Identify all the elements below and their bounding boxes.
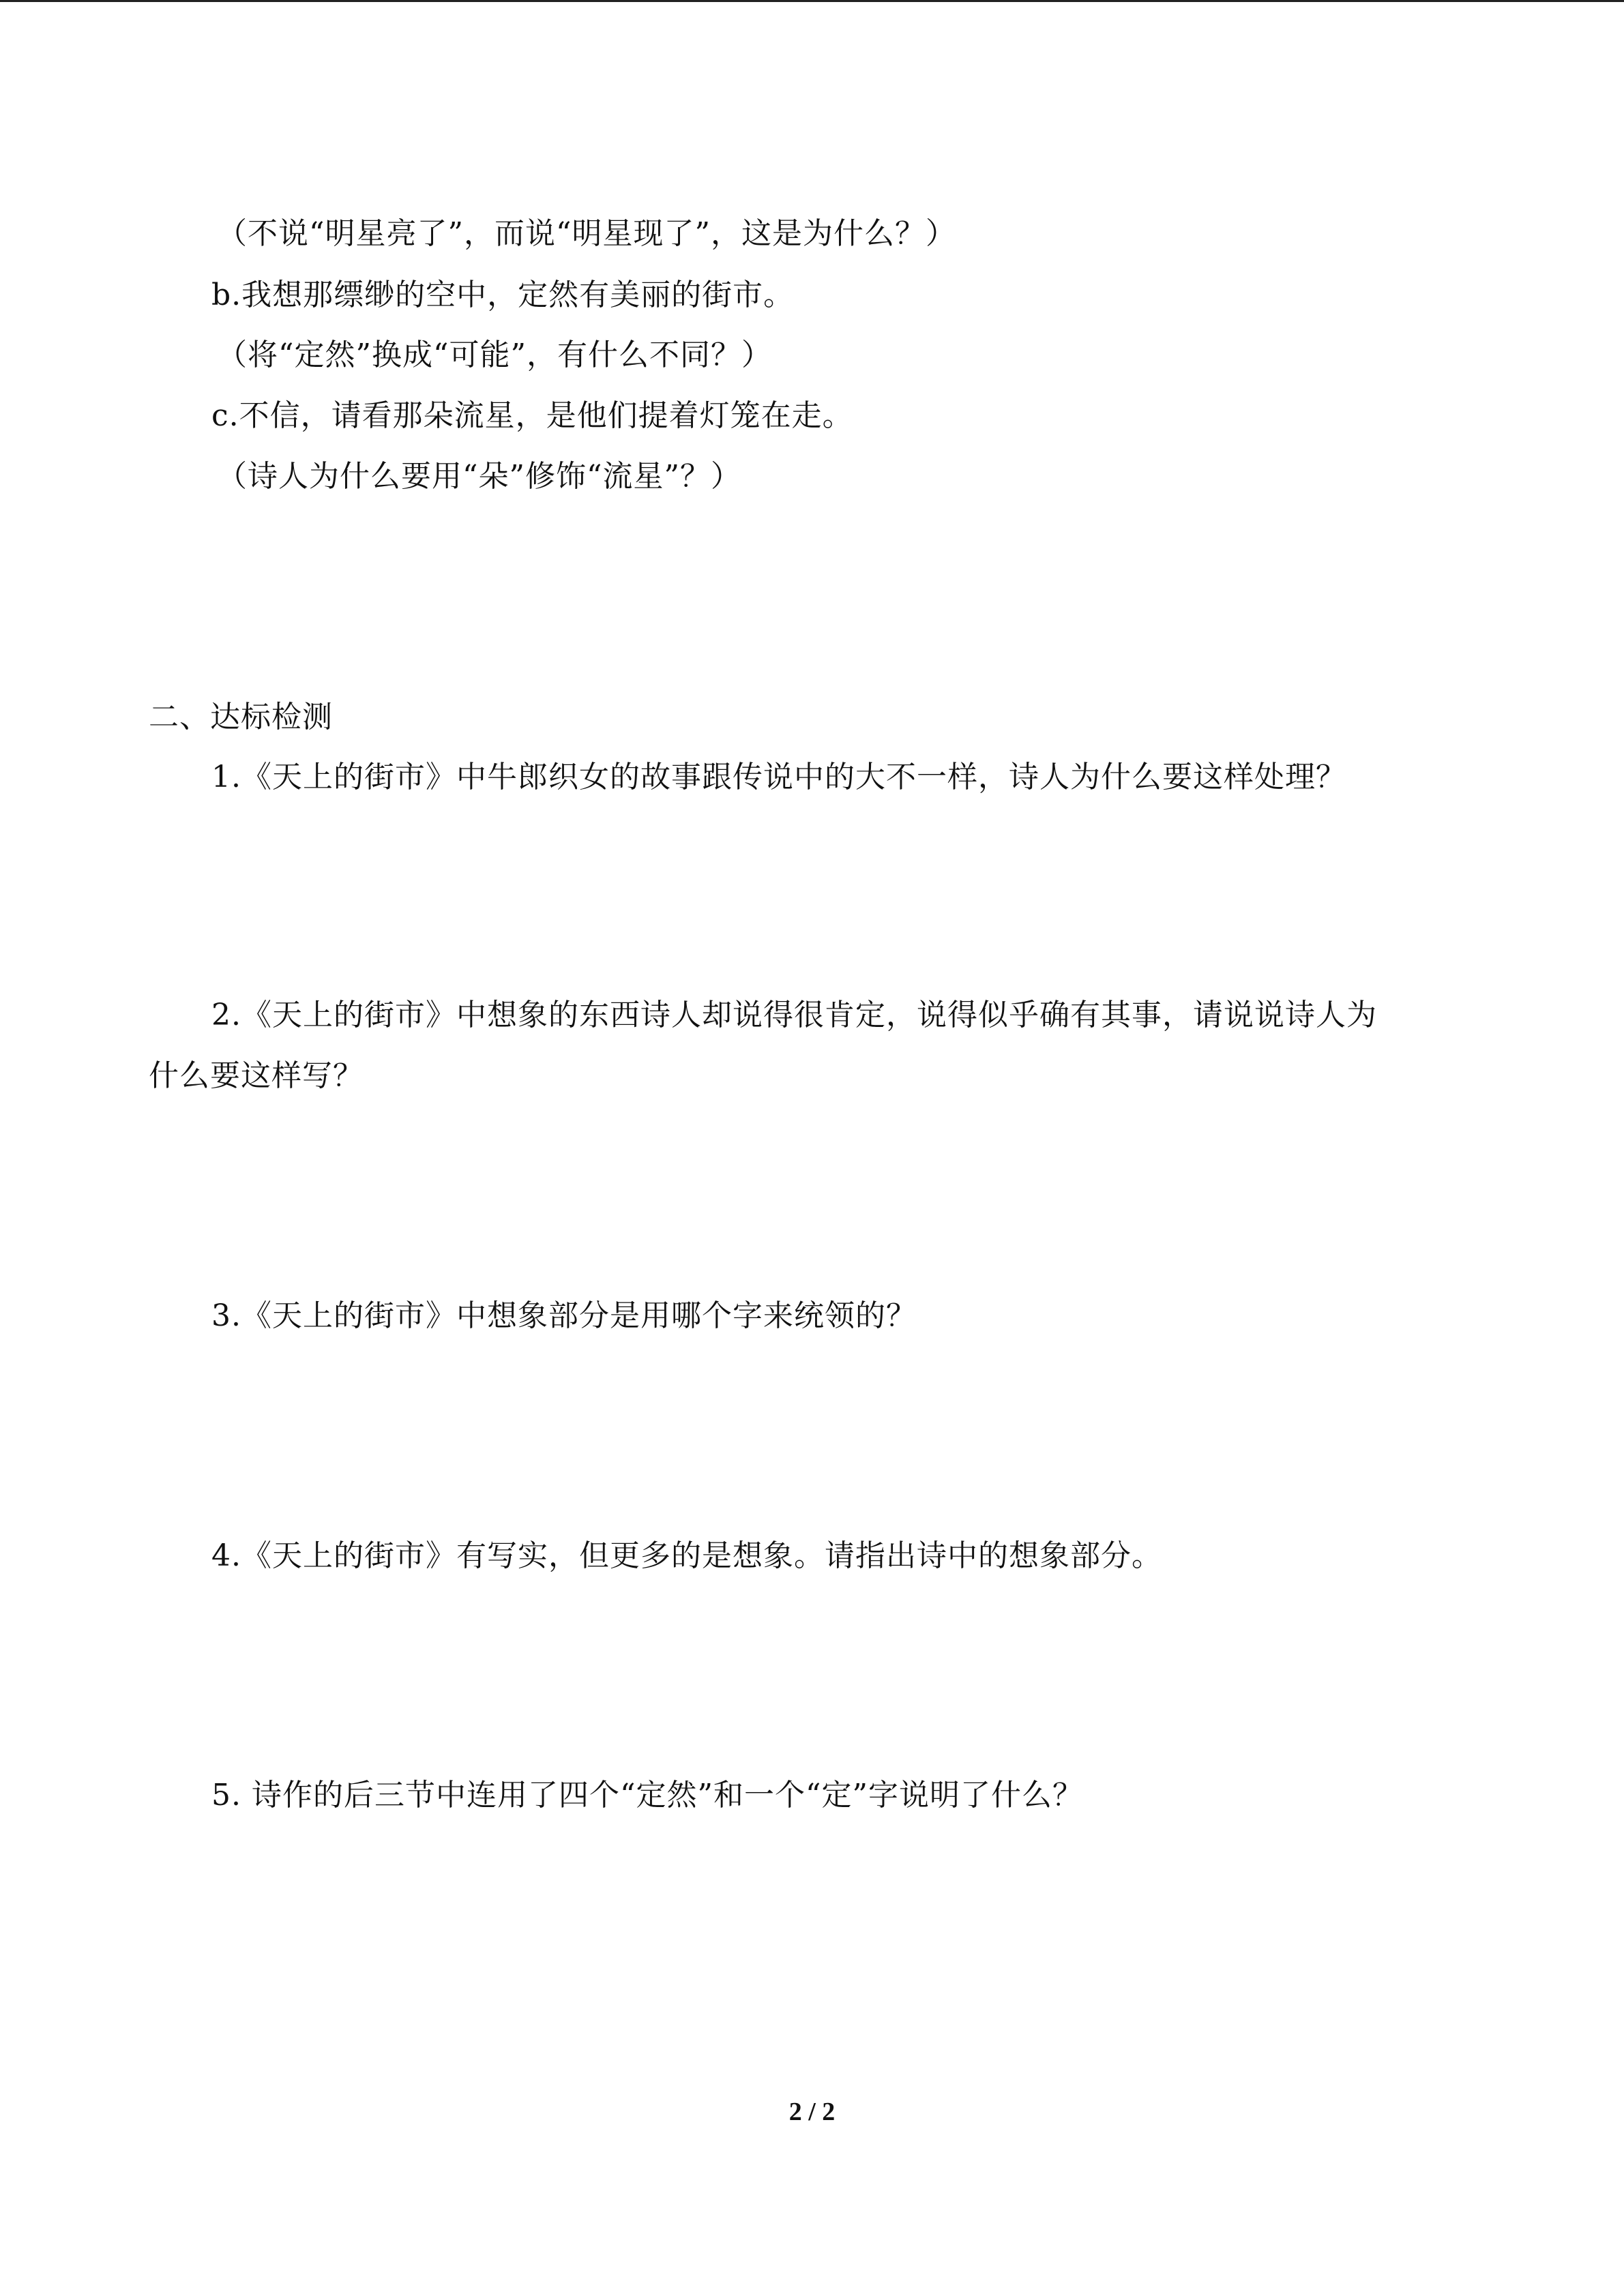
question-2-line-1: 2.《天上的街市》中想象的东西诗人却说得很肯定，说得似乎确有其事，请说说诗人为 [211,998,1377,1032]
prompt-c-hint: （诗人为什么要用“朵”修饰“流星”？） [217,459,741,494]
section-heading: 二、达标检测 [149,700,333,734]
prompt-c-line: c.不信，请看那朵流星，是他们提着灯笼在走。 [211,398,853,433]
prompt-a-hint: （不说“明星亮了”，而说“明星现了”，这是为什么？） [217,216,956,251]
question-1: 1.《天上的街市》中牛郎织女的故事跟传说中的大不一样，诗人为什么要这样处理？ [211,760,1346,794]
top-border [0,0,1624,2]
question-5: 5. 诗作的后三节中连用了四个“定然”和一个“定”字说明了什么？ [211,1778,1083,1813]
question-2-line-2: 什么要这样写？ [149,1058,364,1093]
question-3: 3.《天上的街市》中想象部分是用哪个字来统领的？ [211,1298,917,1333]
prompt-b-line: b.我想那缥缈的空中，定然有美丽的街市。 [211,278,795,312]
prompt-b-hint: （将“定然”换成“可能”，有什么不同？） [217,338,772,372]
page-number: 2 / 2 [788,2098,836,2126]
question-4: 4.《天上的街市》有写实，但更多的是想象。请指出诗中的想象部分。 [211,1538,1162,1573]
